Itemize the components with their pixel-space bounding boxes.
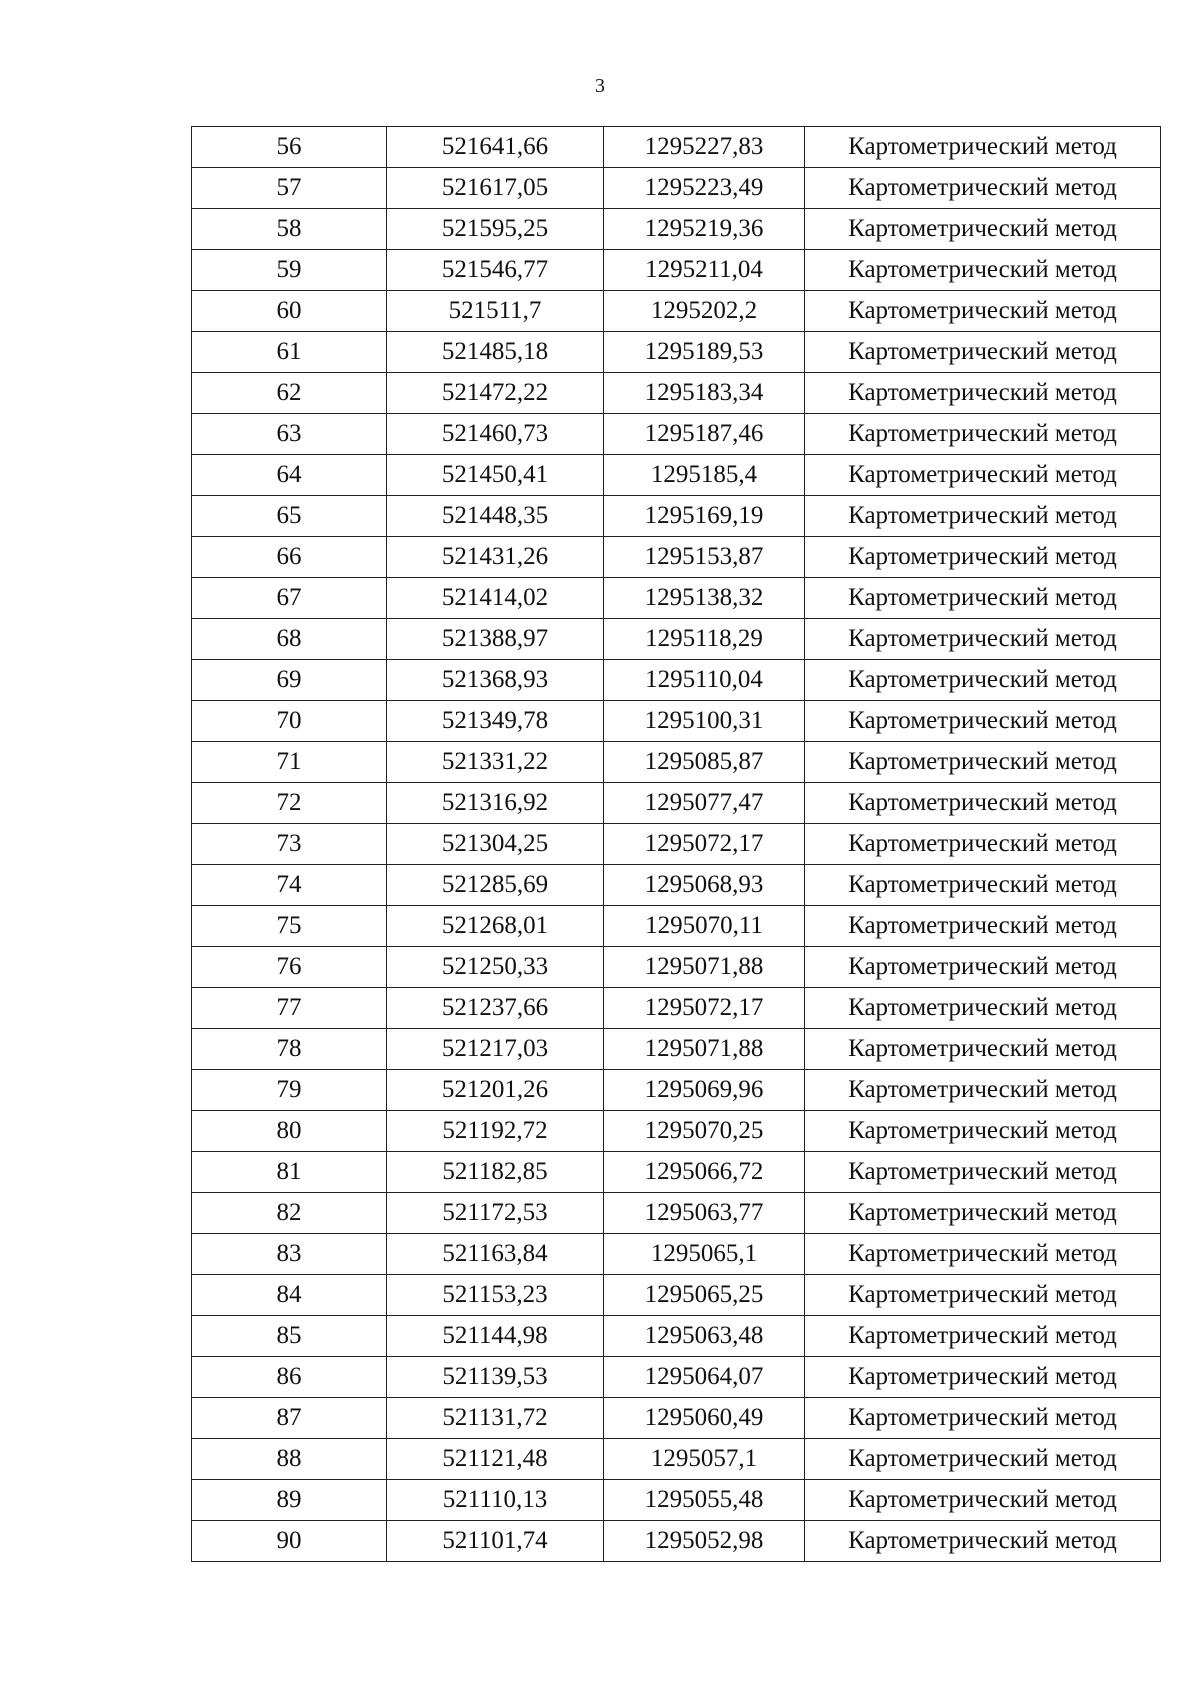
table-row xyxy=(192,906,1161,947)
table-row xyxy=(192,865,1161,906)
table-row xyxy=(192,1398,1161,1439)
y-coordinate-cell: 1295202,2 xyxy=(604,291,805,332)
point-number-cell: 82 xyxy=(192,1193,387,1234)
table-row xyxy=(192,1070,1161,1111)
method-cell: Картометрический метод xyxy=(805,742,1161,783)
x-coordinate-cell: 521450,41 xyxy=(387,455,604,496)
table-row xyxy=(192,660,1161,701)
method-cell: Картометрический метод xyxy=(805,373,1161,414)
method-cell: Картометрический метод xyxy=(805,332,1161,373)
y-coordinate-cell: 1295185,4 xyxy=(604,455,805,496)
table-row xyxy=(192,1316,1161,1357)
method-cell: Картометрический метод xyxy=(805,824,1161,865)
method-cell: Картометрический метод xyxy=(805,619,1161,660)
point-number-cell: 58 xyxy=(192,209,387,250)
x-coordinate-cell: 521163,84 xyxy=(387,1234,604,1275)
method-cell: Картометрический метод xyxy=(805,988,1161,1029)
y-coordinate-cell: 1295057,1 xyxy=(604,1439,805,1480)
x-coordinate-cell: 521485,18 xyxy=(387,332,604,373)
x-coordinate-cell: 521431,26 xyxy=(387,537,604,578)
x-coordinate-cell: 521285,69 xyxy=(387,865,604,906)
y-coordinate-cell: 1295100,31 xyxy=(604,701,805,742)
table-row xyxy=(192,701,1161,742)
table-row xyxy=(192,1357,1161,1398)
y-coordinate-cell: 1295189,53 xyxy=(604,332,805,373)
table-row xyxy=(192,1234,1161,1275)
table-row xyxy=(192,1193,1161,1234)
method-cell: Картометрический метод xyxy=(805,660,1161,701)
method-cell: Картометрический метод xyxy=(805,1480,1161,1521)
y-coordinate-cell: 1295070,11 xyxy=(604,906,805,947)
method-cell: Картометрический метод xyxy=(805,209,1161,250)
x-coordinate-cell: 521511,7 xyxy=(387,291,604,332)
point-number-cell: 85 xyxy=(192,1316,387,1357)
x-coordinate-cell: 521472,22 xyxy=(387,373,604,414)
point-number-cell: 74 xyxy=(192,865,387,906)
method-cell: Картометрический метод xyxy=(805,455,1161,496)
x-coordinate-cell: 521121,48 xyxy=(387,1439,604,1480)
table-row xyxy=(192,1152,1161,1193)
point-number-cell: 56 xyxy=(192,127,387,168)
table-row xyxy=(192,537,1161,578)
method-cell: Картометрический метод xyxy=(805,578,1161,619)
y-coordinate-cell: 1295068,93 xyxy=(604,865,805,906)
x-coordinate-cell: 521153,23 xyxy=(387,1275,604,1316)
y-coordinate-cell: 1295227,83 xyxy=(604,127,805,168)
method-cell: Картометрический метод xyxy=(805,250,1161,291)
point-number-cell: 88 xyxy=(192,1439,387,1480)
y-coordinate-cell: 1295060,49 xyxy=(604,1398,805,1439)
table-row xyxy=(192,1480,1161,1521)
x-coordinate-cell: 521268,01 xyxy=(387,906,604,947)
method-cell: Картометрический метод xyxy=(805,1398,1161,1439)
y-coordinate-cell: 1295065,1 xyxy=(604,1234,805,1275)
x-coordinate-cell: 521316,92 xyxy=(387,783,604,824)
y-coordinate-cell: 1295072,17 xyxy=(604,824,805,865)
x-coordinate-cell: 521349,78 xyxy=(387,701,604,742)
x-coordinate-cell: 521201,26 xyxy=(387,1070,604,1111)
y-coordinate-cell: 1295072,17 xyxy=(604,988,805,1029)
point-number-cell: 63 xyxy=(192,414,387,455)
y-coordinate-cell: 1295153,87 xyxy=(604,537,805,578)
table-row xyxy=(192,619,1161,660)
x-coordinate-cell: 521388,97 xyxy=(387,619,604,660)
table-row xyxy=(192,1439,1161,1480)
x-coordinate-cell: 521131,72 xyxy=(387,1398,604,1439)
method-cell: Картометрический метод xyxy=(805,1193,1161,1234)
point-number-cell: 87 xyxy=(192,1398,387,1439)
point-number-cell: 76 xyxy=(192,947,387,988)
x-coordinate-cell: 521144,98 xyxy=(387,1316,604,1357)
y-coordinate-cell: 1295069,96 xyxy=(604,1070,805,1111)
method-cell: Картометрический метод xyxy=(805,414,1161,455)
y-coordinate-cell: 1295118,29 xyxy=(604,619,805,660)
table-row xyxy=(192,332,1161,373)
method-cell: Картометрический метод xyxy=(805,865,1161,906)
point-number-cell: 89 xyxy=(192,1480,387,1521)
x-coordinate-cell: 521448,35 xyxy=(387,496,604,537)
method-cell: Картометрический метод xyxy=(805,1111,1161,1152)
method-cell: Картометрический метод xyxy=(805,1070,1161,1111)
point-number-cell: 64 xyxy=(192,455,387,496)
coordinates-table xyxy=(191,126,1161,1562)
x-coordinate-cell: 521641,66 xyxy=(387,127,604,168)
x-coordinate-cell: 521414,02 xyxy=(387,578,604,619)
x-coordinate-cell: 521460,73 xyxy=(387,414,604,455)
point-number-cell: 65 xyxy=(192,496,387,537)
y-coordinate-cell: 1295183,34 xyxy=(604,373,805,414)
x-coordinate-cell: 521182,85 xyxy=(387,1152,604,1193)
x-coordinate-cell: 521546,77 xyxy=(387,250,604,291)
table-row xyxy=(192,783,1161,824)
table-row xyxy=(192,168,1161,209)
method-cell: Картометрический метод xyxy=(805,1316,1161,1357)
y-coordinate-cell: 1295219,36 xyxy=(604,209,805,250)
y-coordinate-cell: 1295110,04 xyxy=(604,660,805,701)
x-coordinate-cell: 521595,25 xyxy=(387,209,604,250)
table-row xyxy=(192,824,1161,865)
method-cell: Картометрический метод xyxy=(805,537,1161,578)
x-coordinate-cell: 521304,25 xyxy=(387,824,604,865)
method-cell: Картометрический метод xyxy=(805,1234,1161,1275)
point-number-cell: 77 xyxy=(192,988,387,1029)
method-cell: Картометрический метод xyxy=(805,1439,1161,1480)
page-number: 3 xyxy=(595,75,605,97)
table-row xyxy=(192,250,1161,291)
method-cell: Картометрический метод xyxy=(805,947,1161,988)
method-cell: Картометрический метод xyxy=(805,1152,1161,1193)
x-coordinate-cell: 521617,05 xyxy=(387,168,604,209)
table-row xyxy=(192,291,1161,332)
table-row xyxy=(192,947,1161,988)
x-coordinate-cell: 521250,33 xyxy=(387,947,604,988)
point-number-cell: 66 xyxy=(192,537,387,578)
table-row xyxy=(192,127,1161,168)
table-row xyxy=(192,496,1161,537)
point-number-cell: 67 xyxy=(192,578,387,619)
point-number-cell: 79 xyxy=(192,1070,387,1111)
point-number-cell: 62 xyxy=(192,373,387,414)
point-number-cell: 59 xyxy=(192,250,387,291)
method-cell: Картометрический метод xyxy=(805,783,1161,824)
method-cell: Картометрический метод xyxy=(805,496,1161,537)
point-number-cell: 73 xyxy=(192,824,387,865)
x-coordinate-cell: 521217,03 xyxy=(387,1029,604,1070)
coordinates-table-body xyxy=(192,127,1161,1562)
point-number-cell: 70 xyxy=(192,701,387,742)
y-coordinate-cell: 1295223,49 xyxy=(604,168,805,209)
method-cell: Картометрический метод xyxy=(805,1357,1161,1398)
x-coordinate-cell: 521237,66 xyxy=(387,988,604,1029)
table-row xyxy=(192,742,1161,783)
x-coordinate-cell: 521101,74 xyxy=(387,1521,604,1562)
y-coordinate-cell: 1295055,48 xyxy=(604,1480,805,1521)
table-row xyxy=(192,373,1161,414)
y-coordinate-cell: 1295211,04 xyxy=(604,250,805,291)
method-cell: Картометрический метод xyxy=(805,291,1161,332)
point-number-cell: 60 xyxy=(192,291,387,332)
method-cell: Картометрический метод xyxy=(805,906,1161,947)
method-cell: Картометрический метод xyxy=(805,701,1161,742)
table-row xyxy=(192,1275,1161,1316)
point-number-cell: 71 xyxy=(192,742,387,783)
y-coordinate-cell: 1295071,88 xyxy=(604,1029,805,1070)
point-number-cell: 78 xyxy=(192,1029,387,1070)
y-coordinate-cell: 1295187,46 xyxy=(604,414,805,455)
point-number-cell: 80 xyxy=(192,1111,387,1152)
x-coordinate-cell: 521110,13 xyxy=(387,1480,604,1521)
y-coordinate-cell: 1295070,25 xyxy=(604,1111,805,1152)
y-coordinate-cell: 1295063,48 xyxy=(604,1316,805,1357)
point-number-cell: 86 xyxy=(192,1357,387,1398)
table-row xyxy=(192,209,1161,250)
method-cell: Картометрический метод xyxy=(805,168,1161,209)
table-row xyxy=(192,1111,1161,1152)
point-number-cell: 83 xyxy=(192,1234,387,1275)
y-coordinate-cell: 1295071,88 xyxy=(604,947,805,988)
y-coordinate-cell: 1295063,77 xyxy=(604,1193,805,1234)
table-row xyxy=(192,988,1161,1029)
table-row xyxy=(192,455,1161,496)
method-cell: Картометрический метод xyxy=(805,1275,1161,1316)
y-coordinate-cell: 1295052,98 xyxy=(604,1521,805,1562)
y-coordinate-cell: 1295169,19 xyxy=(604,496,805,537)
point-number-cell: 84 xyxy=(192,1275,387,1316)
y-coordinate-cell: 1295066,72 xyxy=(604,1152,805,1193)
point-number-cell: 68 xyxy=(192,619,387,660)
point-number-cell: 69 xyxy=(192,660,387,701)
point-number-cell: 72 xyxy=(192,783,387,824)
y-coordinate-cell: 1295085,87 xyxy=(604,742,805,783)
y-coordinate-cell: 1295077,47 xyxy=(604,783,805,824)
x-coordinate-cell: 521192,72 xyxy=(387,1111,604,1152)
point-number-cell: 90 xyxy=(192,1521,387,1562)
y-coordinate-cell: 1295064,07 xyxy=(604,1357,805,1398)
x-coordinate-cell: 521331,22 xyxy=(387,742,604,783)
method-cell: Картометрический метод xyxy=(805,1521,1161,1562)
table-row xyxy=(192,1521,1161,1562)
method-cell: Картометрический метод xyxy=(805,127,1161,168)
method-cell: Картометрический метод xyxy=(805,1029,1161,1070)
x-coordinate-cell: 521139,53 xyxy=(387,1357,604,1398)
table-row xyxy=(192,1029,1161,1070)
point-number-cell: 61 xyxy=(192,332,387,373)
point-number-cell: 81 xyxy=(192,1152,387,1193)
table-row xyxy=(192,414,1161,455)
x-coordinate-cell: 521172,53 xyxy=(387,1193,604,1234)
x-coordinate-cell: 521368,93 xyxy=(387,660,604,701)
y-coordinate-cell: 1295065,25 xyxy=(604,1275,805,1316)
table-row xyxy=(192,578,1161,619)
point-number-cell: 75 xyxy=(192,906,387,947)
y-coordinate-cell: 1295138,32 xyxy=(604,578,805,619)
point-number-cell: 57 xyxy=(192,168,387,209)
